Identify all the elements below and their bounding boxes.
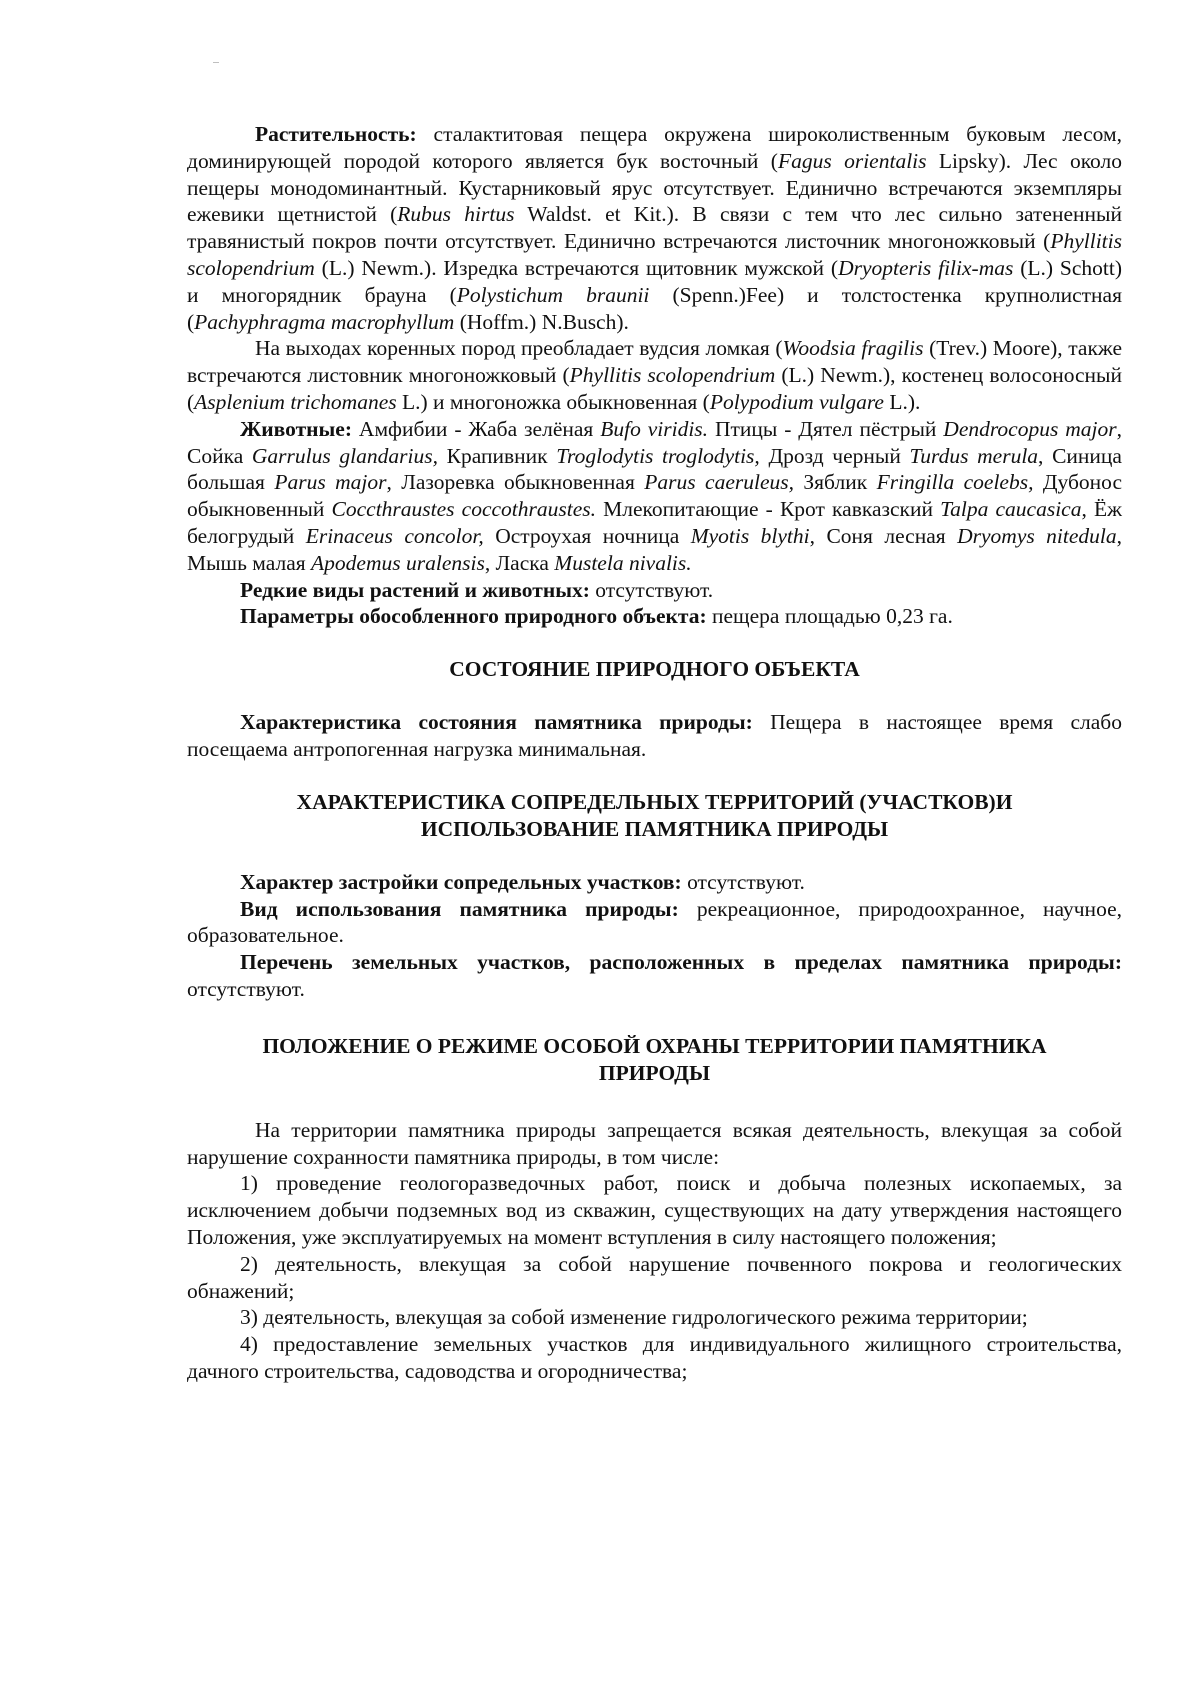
text-span: Зяблик xyxy=(794,470,877,495)
state-paragraph xyxy=(187,709,1122,763)
scan-mark xyxy=(213,62,219,63)
text-span: (Trev.) Moore), также встречаются листовник многоножковый ( xyxy=(187,336,1123,388)
latin-name: Myotis blythi xyxy=(690,523,810,548)
latin-name: Polypodium vulgare xyxy=(709,389,884,414)
regime-item-1: 1) проведение геологоразведочных работ, поиск и добыча полезных ископаемых, за исключением добычи подземных вод из скважин, существующих на дату утверждения настоящего Положения, уже эксплуатируемых на момент вступления в силу настоящего положения; xyxy=(187,1171,1122,1249)
latin-name: Erinaceus concolor, xyxy=(305,523,484,548)
latin-name: Dryomys nitedula xyxy=(957,523,1117,548)
text-span: отсутствуют. xyxy=(589,577,714,602)
text-span: , Ласка xyxy=(484,550,555,575)
section-heading-protection-regime xyxy=(187,1033,1122,1087)
land-plots-paragraph xyxy=(187,949,1122,1003)
section-heading-adjacent xyxy=(187,789,1122,843)
rare-species-line xyxy=(187,577,1122,604)
vegetation-paragraph xyxy=(187,121,1122,335)
text-span: L.). xyxy=(883,389,921,414)
latin-name: Woodsia fragilis xyxy=(782,336,924,361)
text-span: Дрозд черный xyxy=(759,443,910,468)
text-span: сталактитовая пещера окружена широколиственным буковым лесом, доминирующей породой которого является бук восточный ( xyxy=(187,122,1122,173)
latin-name: Parus caeruleus, xyxy=(644,470,794,495)
rare-species-label: Редкие виды растений и животных: xyxy=(240,577,590,602)
document-body xyxy=(187,121,1122,1385)
section-heading-state: СОСТОЯНИЕ ПРИРОДНОГО ОБЪЕКТА xyxy=(449,657,860,682)
latin-name: Troglodytis troglodytis, xyxy=(556,443,760,468)
latin-name: Phyllitis scolopendrium xyxy=(187,229,1122,280)
text-span: отсутствуют. xyxy=(187,976,305,1001)
latin-name: Fagus orientalis xyxy=(777,148,927,173)
latin-name: Dendrocopus major xyxy=(943,416,1117,441)
regime-intro-paragraph: На территории памятника природы запрещается всякая деятельность, влекущая за собой нарушение сохранности памятника природы, в том числе: xyxy=(187,1117,1122,1169)
text-span: (L.) Newm.). Изредка встречаются щитовник мужской ( xyxy=(314,255,839,280)
heading-line: ПРИРОДЫ xyxy=(598,1060,711,1085)
heading-line: ПОЛОЖЕНИЕ О РЕЖИМЕ ОСОБОЙ ОХРАНЫ ТЕРРИТОРИИ ПАМЯТНИКА xyxy=(262,1033,1047,1058)
latin-name: Pachyphragma macrophyllum xyxy=(194,309,455,334)
latin-name: Coccthraustes coccothraustes. xyxy=(331,497,597,522)
animals-label: Животные: xyxy=(240,416,353,441)
heading-line: ХАРАКТЕРИСТИКА СОПРЕДЕЛЬНЫХ ТЕРРИТОРИЙ (УЧАСТКОВ)И xyxy=(296,789,1013,814)
text-span: (L.) Schott) и многорядник брауна ( xyxy=(187,255,1123,307)
animals-paragraph xyxy=(187,416,1122,577)
text-span: , Соня лесная xyxy=(809,523,958,548)
vegetation-label: Растительность: xyxy=(255,122,417,146)
text-span: , Синица большая xyxy=(187,443,1122,495)
text-span: , Ёж белогрудый xyxy=(187,497,1122,548)
state-label: Характеристика состояния памятника природы: xyxy=(240,710,753,735)
text-span: Waldst. et Kit.). В связи с тем что лес сильно затененный травянистый покров почти отсутствует. Единично встречаются листочник многоножковый ( xyxy=(187,202,1122,254)
latin-name: Turdus merula xyxy=(909,443,1039,468)
text-span: L.) и многоножка обыкновенная ( xyxy=(396,389,710,414)
text-span: (Hoffm.) N.Busch). xyxy=(454,309,629,334)
text-span: , Мышь малая xyxy=(187,523,1123,575)
latin-name: Phyllitis scolopendrium xyxy=(569,363,776,388)
regime-item-2: 2) деятельность, влекущая за собой нарушение почвенного покрова и геологических обнажений; xyxy=(187,1251,1122,1303)
text-span: Пещера в настоящее время слабо посещаема антропогенная нагрузка минимальная. xyxy=(187,710,1122,761)
building-line xyxy=(187,869,1122,896)
latin-name: Parus major xyxy=(274,470,387,495)
text-span: Птицы - Дятел пёстрый xyxy=(708,416,944,441)
text-span: , Лазоревка обыкновенная xyxy=(386,470,645,495)
land-plots-label: Перечень земельных участков, расположенных в пределах памятника природы: xyxy=(240,950,1122,975)
text-span: Крапивник xyxy=(437,443,557,468)
usage-label: Вид использования памятника природы: xyxy=(240,896,679,921)
text-span: Дубонос обыкновенный xyxy=(187,470,1123,522)
parameters-line xyxy=(187,603,1122,630)
latin-name: Garrulus glandarius, xyxy=(251,443,438,468)
latin-name: Talpa caucasica xyxy=(940,497,1082,522)
latin-name: Dryopteris filix-mas xyxy=(838,255,1014,280)
text-span: пещера площадью 0,23 га. xyxy=(706,604,953,629)
text-span: отсутствуют. xyxy=(681,869,805,894)
latin-name: Fringilla coelebs, xyxy=(876,470,1034,495)
latin-name: Rubus hirtus xyxy=(397,202,515,227)
heading-line: ИСПОЛЬЗОВАНИЕ ПАМЯТНИКА ПРИРОДЫ xyxy=(420,816,889,841)
latin-name: Bufo viridis. xyxy=(600,416,709,441)
latin-name: Apodemus uralensis xyxy=(311,550,485,575)
text-span: (L.) Newm.), костенец волосоносный ( xyxy=(187,363,1123,414)
latin-name: Asplenium trichomanes xyxy=(194,389,397,414)
text-span: Млекопитающие - Крот кавказский xyxy=(596,497,941,522)
text-span: Остроухая ночница xyxy=(483,523,691,548)
regime-item-3: 3) деятельность, влекущая за собой изменение гидрологического режима территории; xyxy=(240,1305,1028,1330)
text-span: рекреационное, природоохранное, научное, образовательное. xyxy=(187,896,1122,948)
rock-outcrop-paragraph xyxy=(187,335,1122,415)
building-label: Характер застройки сопредельных участков: xyxy=(240,869,682,894)
latin-name: Mustela nivalis. xyxy=(554,550,692,575)
regime-item-4: 4) предоставление земельных участков для индивидуального жилищного строительства, дачного строительства, садоводства и огородничества; xyxy=(187,1332,1122,1383)
parameters-label: Параметры обособленного природного объекта: xyxy=(240,604,707,629)
text-span: Амфибии - Жаба зелёная xyxy=(352,416,601,441)
text-span: На выходах коренных пород преобладает вудсия ломкая ( xyxy=(255,336,783,361)
text-span: Lipsky). Лес около пещеры монодоминантный. Кустарниковый ярус отсутствует. Единично встречаются экземпляры ежевики щетнистой ( xyxy=(187,148,1122,227)
latin-name: Polystichum braunii xyxy=(456,282,650,307)
usage-paragraph xyxy=(187,896,1122,950)
text-span: (Spenn.)Fee) и толстостенка крупнолистная ( xyxy=(187,282,1122,334)
text-span: , Сойка xyxy=(187,416,1122,468)
